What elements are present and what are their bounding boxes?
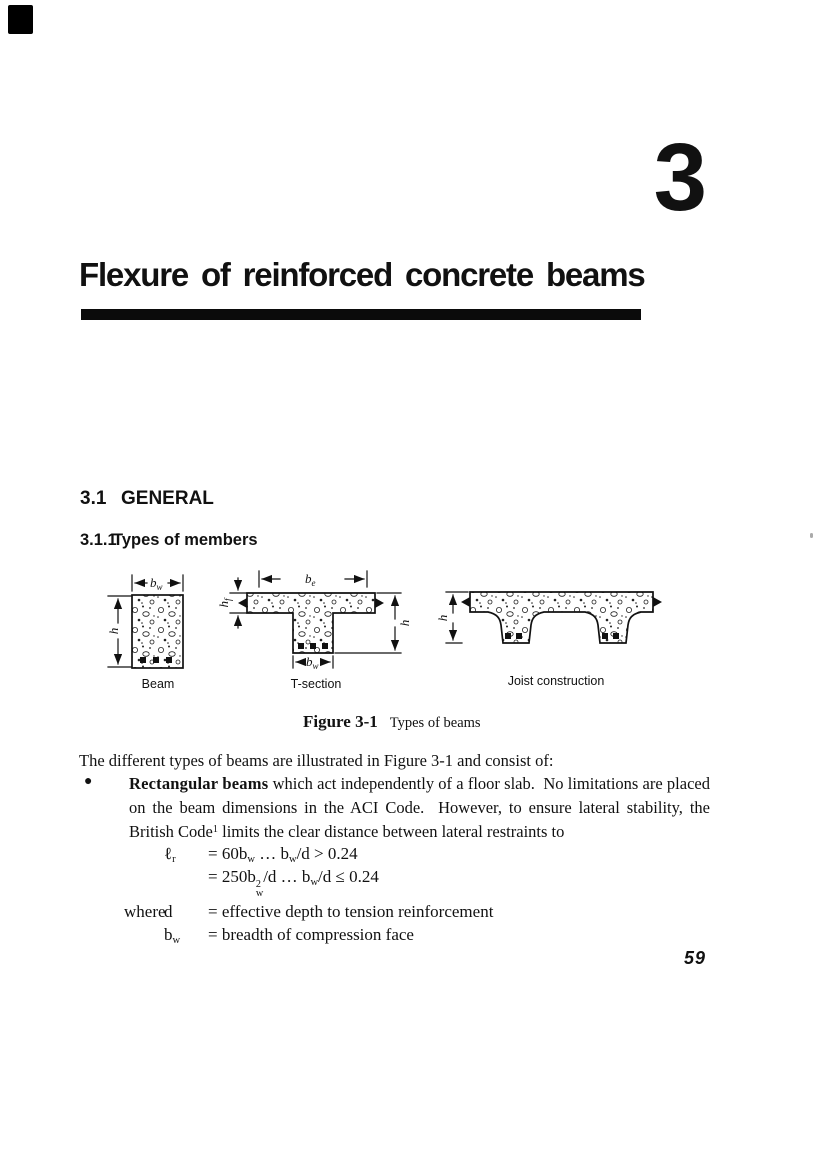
dim-label-h: h: [435, 614, 450, 622]
eq-expression: = effective depth to tension reinforcement: [208, 902, 494, 922]
dim-label-h: h: [106, 627, 121, 635]
rebar-dot: [613, 633, 619, 639]
rebar-dot: [322, 643, 328, 649]
beam-label: Beam: [141, 677, 175, 691]
subsection-title: Types of members: [113, 531, 258, 549]
eq-symbol: d: [164, 902, 173, 922]
rebar-dot: [140, 657, 146, 663]
page-number: 59: [684, 948, 707, 968]
scan-corner-mark: [8, 5, 33, 34]
bullet-marker: ●: [84, 774, 93, 789]
chapter-number: 3: [653, 124, 705, 231]
t-section-label: T-section: [290, 677, 342, 691]
eq-symbol: ℓ$_r$: [164, 844, 176, 866]
eq-pre: [124, 868, 164, 899]
figure-3-1-diagrams: [0, 565, 836, 700]
title-rule: [81, 309, 641, 320]
t-section-diagram: [216, 571, 412, 691]
eq-expression: = $60b_w$ … $b_w/d > 0.24$: [208, 844, 358, 866]
joist-label: Joist construction: [507, 674, 605, 688]
subsection-number: 3.1.1: [80, 531, 117, 549]
joist-diagram: [435, 592, 662, 688]
dim-label-bw: $b_w$: [150, 575, 163, 592]
eq-pre: where: [124, 902, 166, 922]
equation-block: [124, 845, 493, 944]
rebar-dot: [310, 643, 316, 649]
break-mark: [375, 598, 384, 608]
chapter-title: Flexure of reinforced concrete beams: [79, 256, 645, 293]
section-number: 3.1: [80, 488, 107, 509]
break-mark: [461, 597, 470, 607]
beam-diagram: [106, 575, 183, 691]
rebar-dot: [505, 633, 511, 639]
dim-label-bw: $b_w$: [306, 654, 319, 671]
section-heading-3-1: [80, 488, 214, 510]
eq-pre: [124, 926, 164, 944]
dim-label-hf: $h_f$: [216, 598, 233, 608]
rebar-dot: [166, 657, 172, 663]
joist-shape: [470, 592, 653, 643]
rebar-dot: [298, 643, 304, 649]
eq-pre: [124, 845, 164, 863]
figure-caption-text: Types of beams: [389, 715, 481, 731]
section-title: GENERAL: [121, 488, 214, 509]
figure-caption: [303, 712, 481, 732]
rebar-dot: [602, 633, 608, 639]
bullet-lead: Rectangular beams: [129, 774, 269, 793]
dim-label-be: $b_e$: [305, 571, 316, 588]
eq-expression: = 250b 2 w /d … $b_w/d \le 0.24$: [208, 866, 379, 900]
intro-paragraph: The different types of beams are illustrated in Figure 3-1 and consist of:: [79, 751, 554, 770]
figure-caption-label: Figure 3-1: [303, 712, 378, 731]
rebar-dot: [516, 633, 522, 639]
scan-speck: [810, 533, 813, 538]
eq-symbol: [164, 868, 208, 899]
break-mark: [653, 597, 662, 607]
bullet-rest: which act independently of a floor slab. No limitations are placed on the beam dimensions in the ACI Code. However, to ensure lateral stability, the British Code$^1$ limits the clear distance between lateral restraints to: [129, 774, 710, 842]
dim-label-h: h: [397, 619, 412, 627]
break-mark: [238, 598, 247, 608]
rebar-dot: [153, 657, 159, 663]
bullet-paragraph: [129, 772, 710, 845]
eq-expression: = breadth of compression face: [208, 924, 414, 944]
eq-symbol: $b_w$: [164, 924, 181, 946]
section-heading-3-1-1: [80, 531, 258, 550]
